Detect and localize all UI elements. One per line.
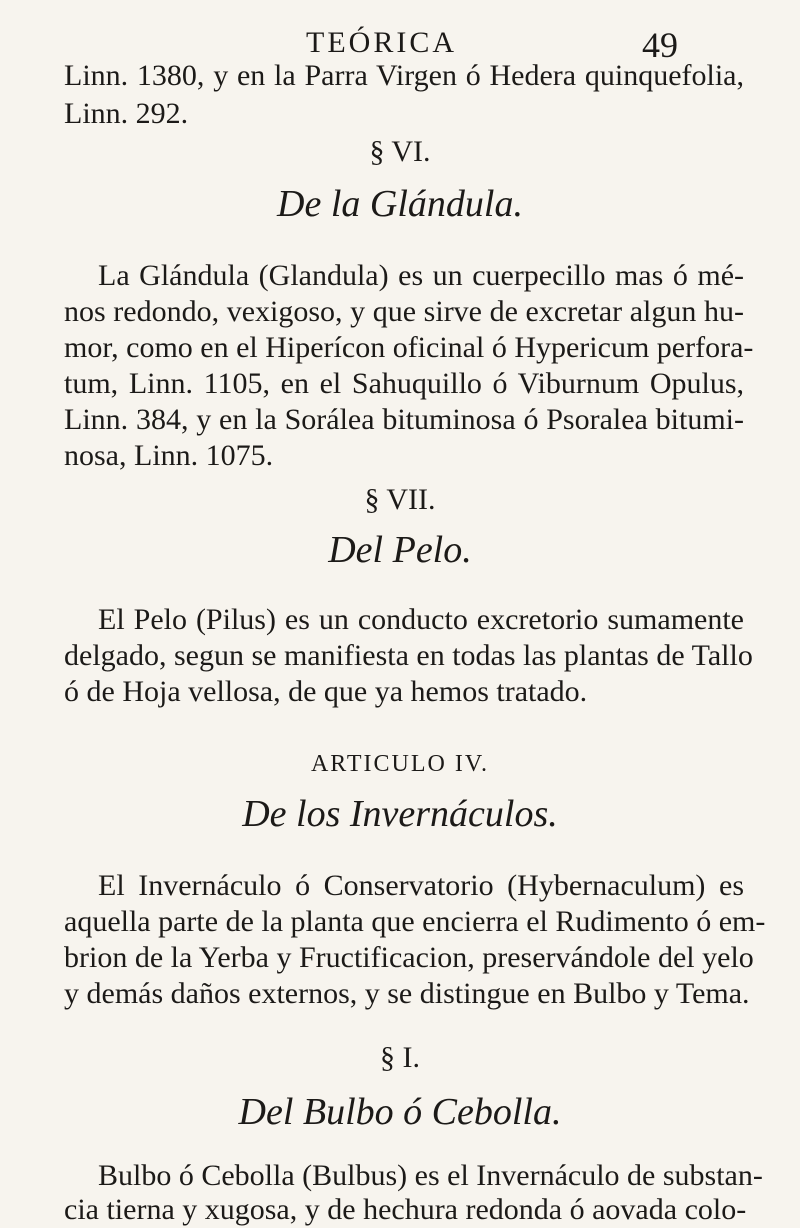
text-line: cia tierna y xugosa, y de hechura redonda ó aovada colo- — [64, 1193, 747, 1226]
section-number: § VI. — [369, 135, 431, 168]
text-line: Linn. 292. — [64, 97, 189, 130]
text-line: nos redondo, vexigoso, y que sirve de excretar algun hu- — [64, 295, 744, 328]
text-line: tum, Linn. 1105, en el Sahuquillo ó Viburnum Opulus, — [64, 367, 744, 400]
section-heading: Del Pelo. — [328, 529, 472, 571]
page-number: 49 — [642, 25, 678, 65]
text-line: nosa, Linn. 1075. — [64, 439, 274, 472]
text-line: Linn. 1380, y en la Parra Virgen ó Hedera quinquefolia, — [64, 59, 744, 92]
text-line: La Glándula (Glandula) es un cuerpecillo mas ó mé- — [98, 259, 744, 292]
text-line: y demás daños externos, y se distingue en Bulbo y Tema. — [64, 977, 750, 1010]
text-line: El Invernáculo ó Conservatorio (Hybernaculum) es — [98, 869, 744, 902]
section-number: § I. — [380, 1041, 420, 1074]
text-line: Linn. 384, y en la Sorálea bituminosa ó Psoralea bitumi- — [64, 403, 744, 436]
page-header — [0, 14, 800, 64]
text-line: aquella parte de la planta que encierra el Rudimento ó em- — [64, 905, 766, 938]
text-line: brion de la Yerba y Fructificacion, preservándole del yelo — [64, 941, 754, 974]
section-heading: De los Invernáculos. — [242, 793, 558, 835]
text-line: delgado, segun se manifiesta en todas las plantas de Tallo — [64, 639, 753, 672]
text-line: mor, como en el Hiperícon oficinal ó Hypericum perfora- — [64, 331, 754, 364]
text-line: ó de Hoja vellosa, de que ya hemos tratado. — [64, 675, 588, 708]
text-line: El Pelo (Pilus) es un conducto excretorio sumamente — [98, 603, 744, 636]
section-number: § VII. — [364, 483, 436, 516]
section-heading: Del Bulbo ó Cebolla. — [238, 1091, 562, 1133]
article-heading: ARTICULO IV. — [310, 751, 490, 777]
section-heading: De la Glándula. — [277, 183, 523, 225]
running-title: TEÓRICA — [306, 26, 457, 59]
text-line: Bulbo ó Cebolla (Bulbus) es el Invernáculo de substan- — [98, 1159, 763, 1192]
